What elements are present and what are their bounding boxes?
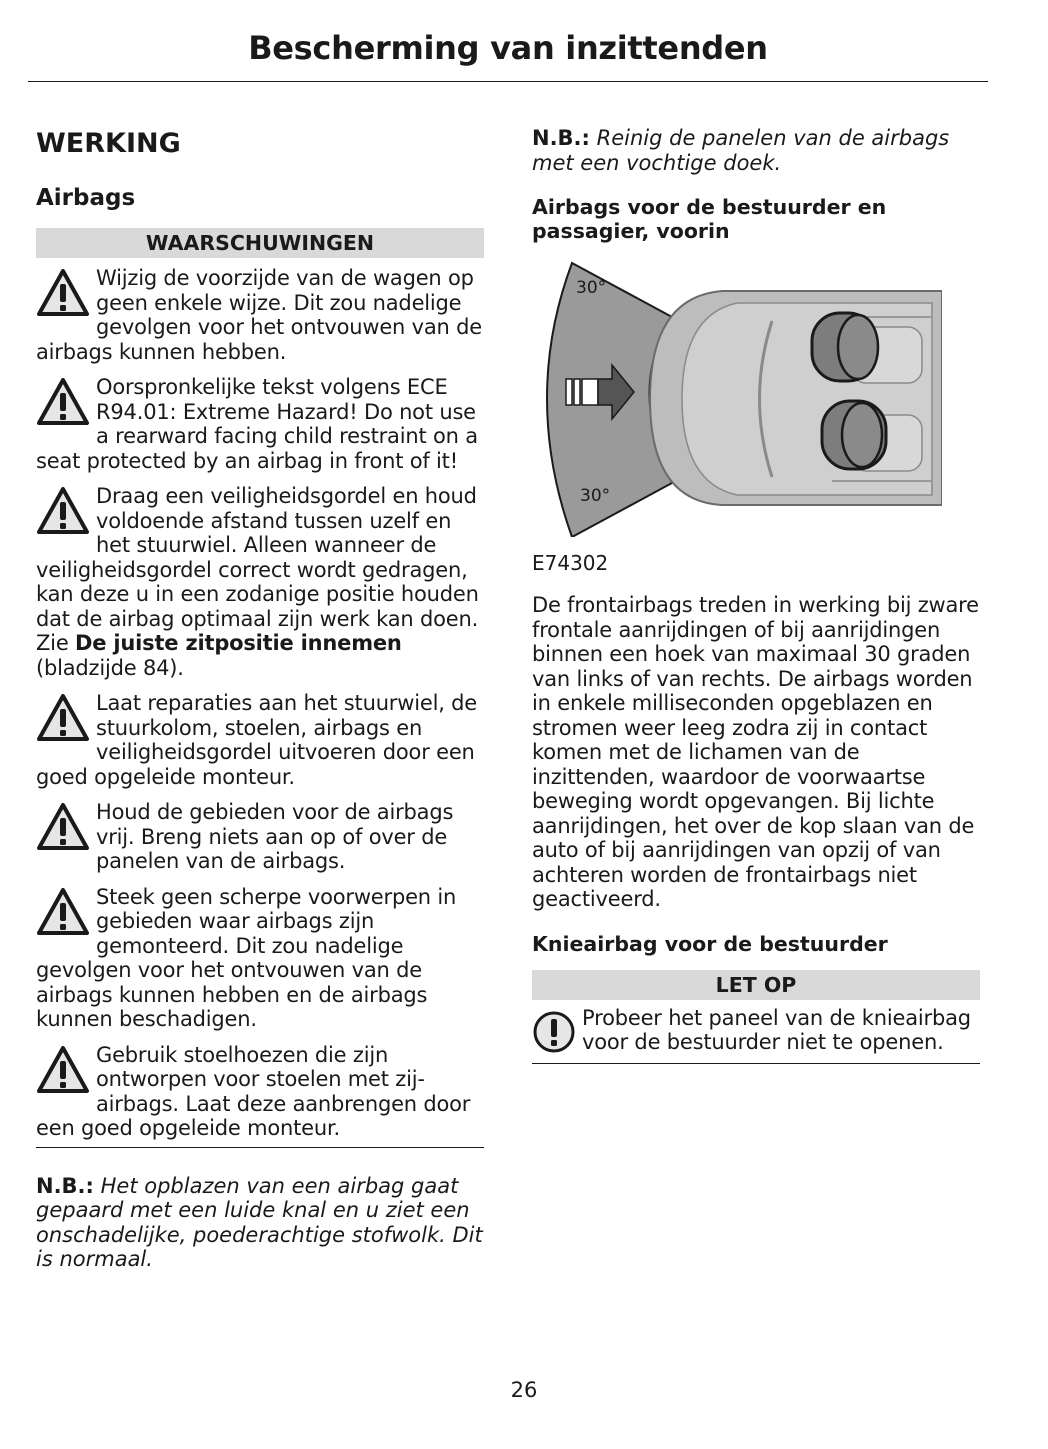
warning-item bbox=[36, 1043, 484, 1141]
page-number: 26 bbox=[510, 1378, 538, 1402]
warning-triangle-icon bbox=[36, 693, 90, 743]
warning-text: Draag een veiligheidsgordel en houd voldoende afstand tussen uzelf en het stuurwiel. Alleen wanneer de veiligheidsgordel correct wordt gedragen, kan deze u in een zodanige positie houden dat de airbag optimaal zijn werk kan doen. Zie bbox=[36, 484, 479, 655]
page-reference: (bladzijde 84). bbox=[36, 655, 184, 680]
angle-bottom-label: 30° bbox=[580, 486, 611, 506]
left-column bbox=[36, 126, 484, 1272]
warning-item bbox=[36, 266, 484, 364]
caution-box bbox=[532, 1000, 980, 1064]
front-airbags-title: Airbags voor de bestuurder en passagier, voorin bbox=[532, 195, 887, 243]
warning-text: Oorspronkelijke tekst volgens ECE R94.01: Extreme Hazard! Do not use a rearward facing child restraint on a seat protected by an airbag in front of it! bbox=[36, 375, 478, 473]
warning-text: Wijzig de voorzijde van de wagen op geen enkele wijze. Dit zou nadelige gevolgen voor het ontvouwen van de airbags kunnen hebben. bbox=[36, 266, 482, 364]
warning-item bbox=[36, 885, 484, 1032]
note-left bbox=[36, 1174, 484, 1272]
note-label: N.B.: bbox=[36, 1173, 94, 1198]
note-label: N.B.: bbox=[532, 126, 590, 150]
car-top-view-illustration bbox=[532, 257, 942, 537]
caution-text: Probeer het paneel van de knieairbag voor de bestuurder niet te openen. bbox=[582, 1005, 971, 1054]
note-right bbox=[532, 126, 980, 175]
caution-title: LET OP bbox=[532, 970, 980, 1000]
warning-triangle-icon bbox=[36, 887, 90, 937]
warning-text: Laat reparaties aan het stuurwiel, de stuurkolom, stoelen, airbags en veiligheidsgordel uitvoeren door een goed opgeleide monteur. bbox=[36, 691, 477, 789]
caution-icon bbox=[532, 1010, 576, 1054]
warnings-box bbox=[36, 228, 484, 1148]
warning-text: Gebruik stoelhoezen die zijn ontworpen voor stoelen met zij-airbags. Laat deze aanbrengen door een goed opgeleide monteur. bbox=[36, 1042, 471, 1140]
figure-code: E74302 bbox=[532, 551, 609, 575]
section-title: WERKING bbox=[36, 128, 181, 159]
angle-top-label: 30° bbox=[576, 278, 607, 298]
front-airbags-body: De frontairbags treden in werking bij zware frontale aanrijdingen of bij aanrijdingen binnen een hoek van maximaal 30 graden van links of van rechts. De airbags worden in enkele milliseconden opgeblazen en stromen weer leeg zodra zij in contact komen met de lichamen van de inzittenden, waardoor de voorwaartse beweging wordt opgevangen. Bij lichte aanrijdingen, het over de kop slaan van de auto of bij aanrijdingen van opzij of van achteren worden de frontairbags niet geactiveerd. bbox=[532, 593, 979, 911]
subsection-title: Airbags bbox=[36, 185, 136, 211]
warning-item bbox=[36, 484, 484, 680]
warnings-title: WAARSCHUWINGEN bbox=[36, 228, 484, 258]
warning-triangle-icon bbox=[36, 802, 90, 852]
knee-airbag-title: Knieairbag voor de bestuurder bbox=[532, 931, 888, 956]
note-text: Reinig de panelen van de airbags met een vochtige doek. bbox=[532, 126, 950, 175]
warning-item bbox=[36, 800, 484, 874]
note-text: Het opblazen van een airbag gaat gepaard met een luide knal en u ziet een onschadelijke, poederachtige stofwolk. Dit is normaal. bbox=[36, 1173, 483, 1271]
page-header bbox=[28, 22, 988, 82]
warning-text: Houd de gebieden voor de airbags vrij. Breng niets aan op of over de panelen van de airbags. bbox=[96, 800, 454, 873]
warning-item bbox=[36, 375, 484, 473]
page-title: Bescherming van inzittenden bbox=[248, 29, 768, 67]
warning-text: Steek geen scherpe voorwerpen in gebieden waar airbags zijn gemonteerd. Dit zou nadelige gevolgen voor het ontvouwen van de airbags kunnen hebben en de airbags kunnen beschadigen. bbox=[36, 884, 457, 1031]
warning-triangle-icon bbox=[36, 377, 90, 427]
airbag-deployment-diagram bbox=[532, 257, 942, 537]
right-column bbox=[532, 126, 980, 1064]
warning-triangle-icon bbox=[36, 268, 90, 318]
cross-reference-link[interactable]: De juiste zitpositie innemen bbox=[75, 631, 402, 655]
warning-triangle-icon bbox=[36, 1045, 90, 1095]
warning-triangle-icon bbox=[36, 486, 90, 536]
warning-item bbox=[36, 691, 484, 789]
